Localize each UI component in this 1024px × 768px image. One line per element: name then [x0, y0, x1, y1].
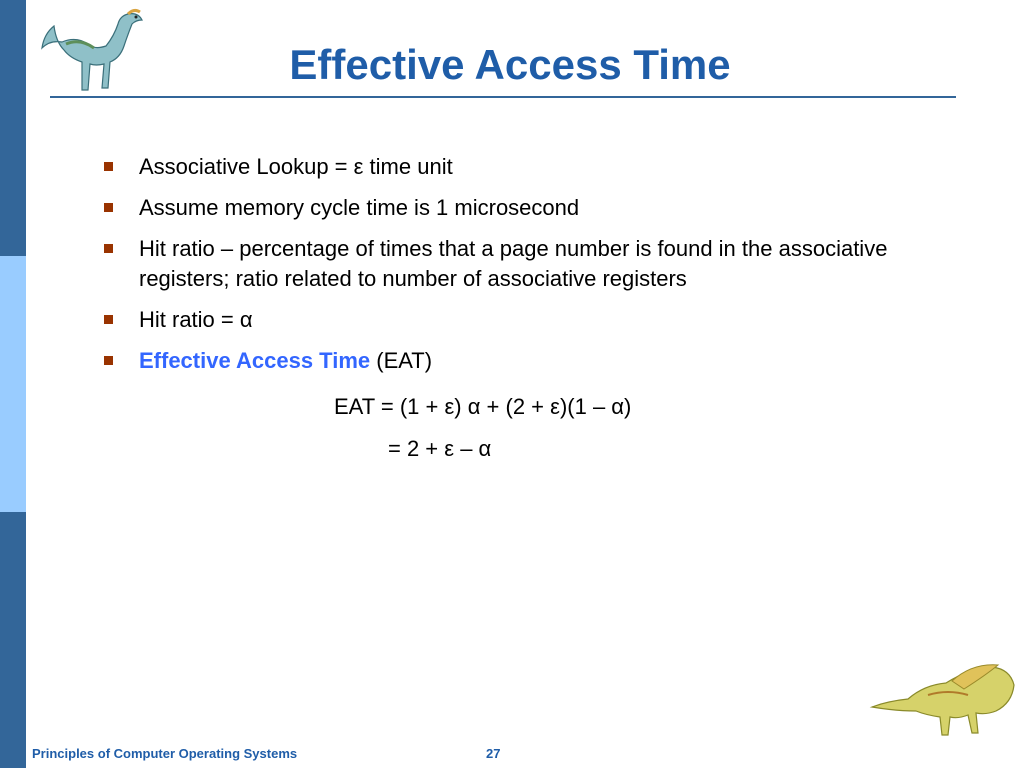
bullet-text: Hit ratio – percentage of times that a page number is found in the associative registers; ratio related to number of associative registers	[139, 236, 888, 291]
bullet-text: Hit ratio = α	[139, 307, 253, 332]
list-item	[102, 305, 962, 335]
square-bullet-icon	[104, 244, 113, 253]
bullet-text: Associative Lookup = ε time unit	[139, 154, 453, 179]
list-item	[102, 234, 962, 294]
list-item	[102, 193, 962, 223]
bullet-list	[102, 152, 962, 387]
sidebar-segment-bottom	[0, 512, 26, 768]
footer-course-title: Principles of Computer Operating Systems	[32, 746, 298, 761]
slide-title: Effective Access Time	[289, 41, 731, 88]
dinosaur-logo-icon	[36, 6, 156, 96]
square-bullet-icon	[104, 203, 113, 212]
square-bullet-icon	[104, 315, 113, 324]
dinosaur-corner-icon	[868, 655, 1018, 740]
title-divider	[50, 96, 956, 98]
list-item	[102, 152, 962, 182]
eat-highlight-text: Effective Access Time	[139, 348, 371, 373]
eat-rest-text: (EAT)	[370, 348, 433, 373]
sidebar-segment-middle	[0, 256, 26, 512]
eat-formula-line-2: = 2 + ε – α	[388, 436, 492, 461]
sidebar-segment-top	[0, 0, 26, 256]
square-bullet-icon	[104, 356, 113, 365]
bullet-text: Assume memory cycle time is 1 microsecond	[139, 195, 580, 220]
square-bullet-icon	[104, 162, 113, 171]
left-sidebar-bar	[0, 0, 26, 768]
eat-formula-line-1: EAT = (1 + ε) α + (2 + ε)(1 – α)	[334, 394, 632, 419]
list-item	[102, 346, 962, 376]
footer-page-number: 27	[486, 746, 501, 761]
